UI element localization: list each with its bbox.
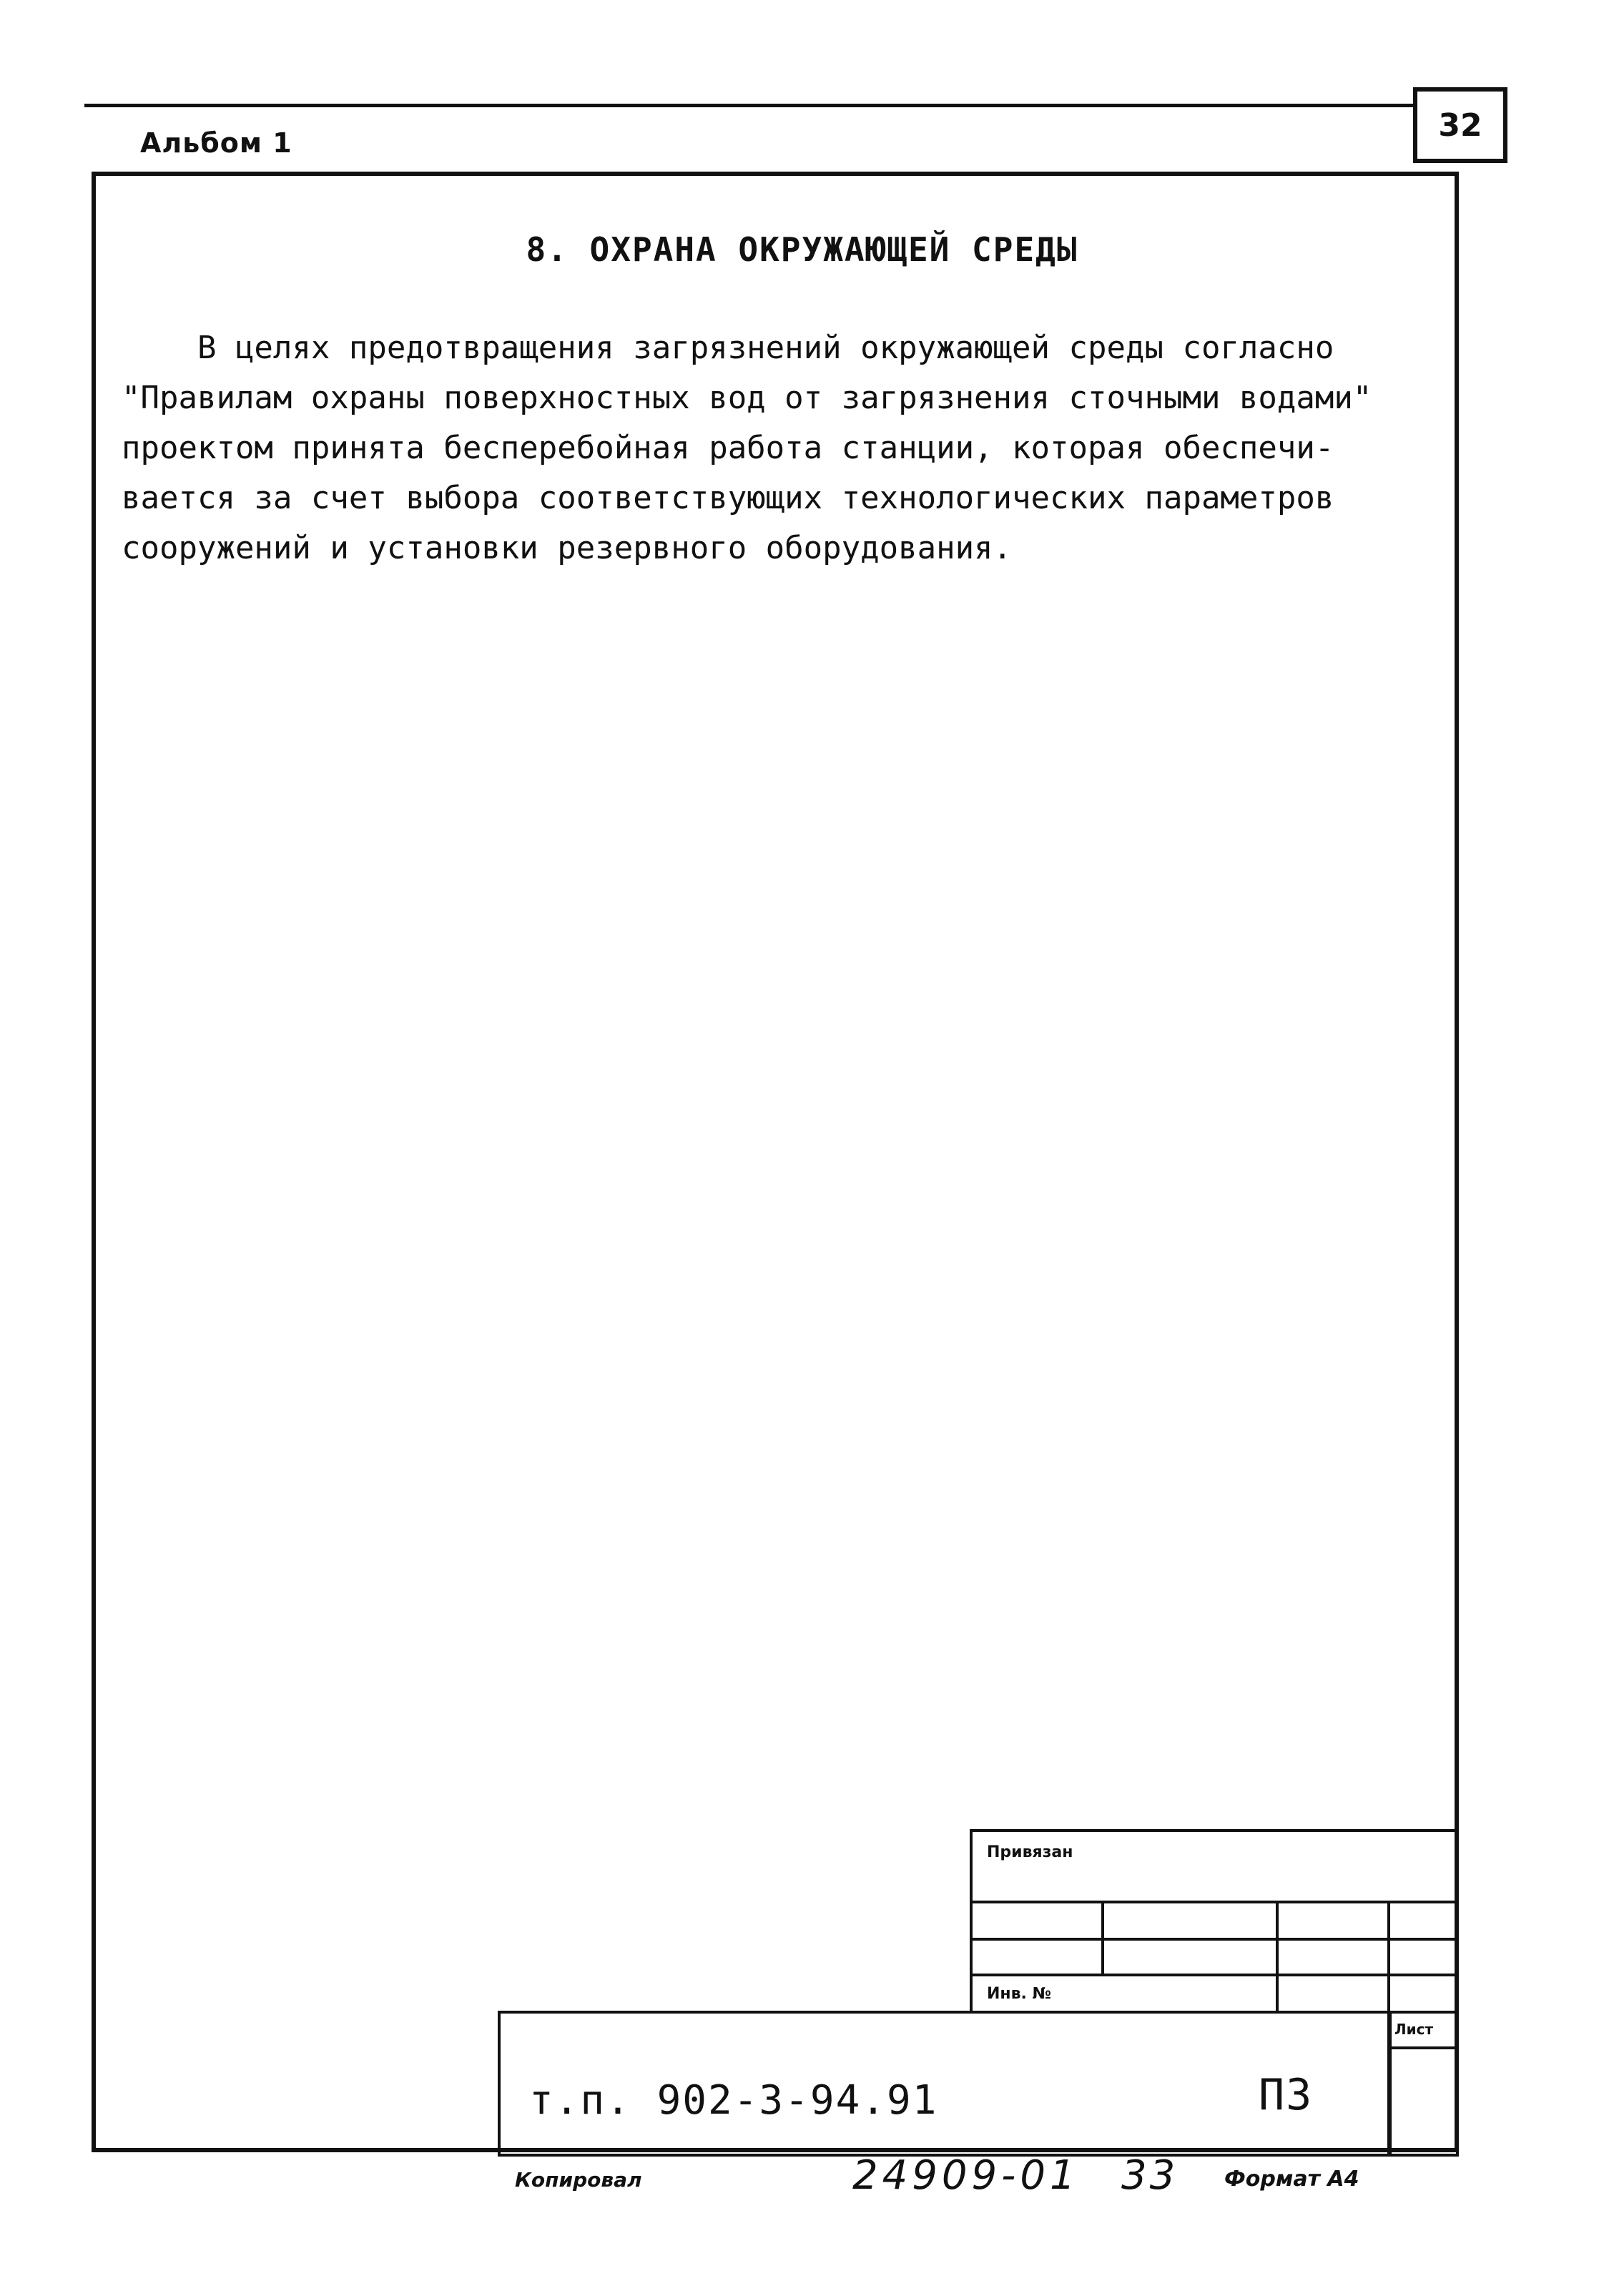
sheet-divider (1387, 2046, 1459, 2049)
doc-code: т.п. 902-3-94.91 (529, 2077, 938, 2124)
section-title: 8. ОХРАНА ОКРУЖАЮЩЕЙ СРЕДЫ (526, 230, 1078, 269)
archive-code: 24909-01 (852, 2152, 1080, 2199)
body-line: "Правилам охраны поверхностных вод от загрязнения сточными водами" (122, 380, 1372, 416)
bound-cell (970, 1829, 1459, 1903)
top-rule (84, 104, 1413, 107)
inv-label: Инв. № (987, 1985, 1052, 2003)
grid-cell (1387, 1974, 1459, 2014)
page-number: 32 (1413, 87, 1507, 163)
grid-cell (1276, 1974, 1390, 2014)
body-line: проектом принята бесперебойная работа станции, которая обеспечи- (122, 430, 1334, 466)
body-line: сооружений и установки резервного оборудования. (122, 530, 1013, 566)
doc-section: ПЗ (1259, 2070, 1314, 2120)
body-line: В целях предотвращения загрязнений окружающей среды согласно (122, 330, 1334, 366)
copied-label: Копировал (515, 2168, 642, 2192)
bound-label: Привязан (987, 1843, 1073, 1861)
album-label: Альбом 1 (140, 127, 292, 159)
copy-page-number: 33 (1121, 2152, 1179, 2199)
body-line: вается за счет выбора соответствующих технологических параметров (122, 480, 1334, 516)
sheet-label: Лист (1394, 2021, 1434, 2038)
format-label: Формат А4 (1224, 2167, 1359, 2192)
body-paragraph (122, 323, 1380, 573)
grid-divider (970, 1938, 1459, 1941)
